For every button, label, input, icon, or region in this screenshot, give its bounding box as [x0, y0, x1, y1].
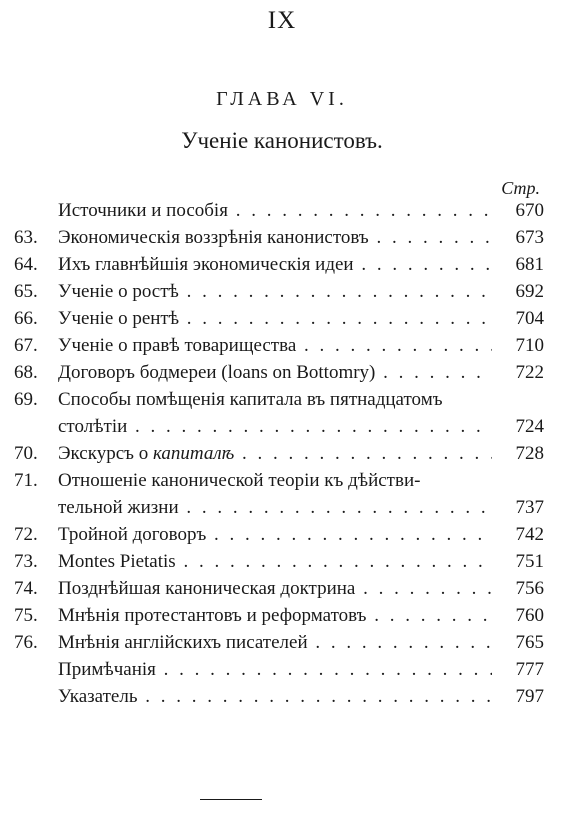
entry-page: 710: [515, 335, 544, 356]
entry-number: 72.: [14, 524, 38, 545]
entry-title: Ученіе о рентѣ . . .: [58, 305, 492, 332]
entry-title-continued: тельной жизни . . .: [58, 494, 492, 521]
end-rule: [200, 799, 262, 800]
toc-entry: [14, 359, 544, 386]
entry-page: 737: [515, 497, 544, 518]
entry-page: 670: [515, 200, 544, 221]
entry-title-italic: капиталѣ: [152, 443, 235, 464]
entry-page: 728: [515, 443, 544, 464]
entry-title: Ихъ главнѣйшія экономическія идеи . . .: [58, 251, 492, 278]
toc-entry: [14, 440, 544, 467]
entry-title: Тройной договоръ . . .: [58, 521, 492, 548]
chapter-title: ГЛАВА VI.: [216, 88, 348, 110]
entry-title: [58, 440, 492, 467]
entry-number: 69.: [14, 389, 38, 410]
entry-title: Указатель . . .: [58, 683, 492, 710]
toc-entry: [14, 224, 544, 251]
entry-number: 63.: [14, 227, 38, 248]
toc-entry: [14, 683, 544, 710]
entry-page: 756: [515, 578, 544, 599]
entry-title: Позднѣйшая каноническая доктрина . . .: [58, 575, 492, 602]
page-column-header: Стр.: [501, 178, 540, 198]
entry-number: 76.: [14, 632, 38, 653]
entry-page: 742: [515, 524, 544, 545]
entry-number: 74.: [14, 578, 38, 599]
entry-title: Ученіе о правѣ товарищества . . .: [58, 332, 492, 359]
toc-entry: [14, 656, 544, 683]
entry-title: Ученіе о ростѣ . . .: [58, 278, 492, 305]
entry-number: 75.: [14, 605, 38, 626]
toc-entry: [14, 386, 544, 440]
entry-number: 65.: [14, 281, 38, 302]
entry-title: Договоръ бодмереи (loans on Bottomry) . . .: [58, 359, 492, 386]
entry-number: 73.: [14, 551, 38, 572]
entry-title: Мнѣнія протестантовъ и реформатовъ . . .: [58, 602, 492, 629]
entry-number: 71.: [14, 470, 38, 491]
entry-title-continued: столѣтіи . . .: [58, 413, 492, 440]
toc-entry: [14, 548, 544, 575]
entry-title: Источники и пособія . . .: [58, 197, 492, 224]
page-number: IX: [267, 7, 297, 34]
toc-entry: [14, 575, 544, 602]
toc-entry: [14, 278, 544, 305]
entry-page: 797: [515, 686, 544, 707]
entry-number: 67.: [14, 335, 38, 356]
entry-page: 704: [515, 308, 544, 329]
toc-entry: [14, 251, 544, 278]
toc-entry: [14, 467, 544, 521]
entry-title: Способы помѣщенія капитала въ пятнадцатомъ: [58, 389, 443, 410]
entry-title-text: Экскурсъ о: [58, 443, 149, 464]
toc-entry: [14, 629, 544, 656]
entry-page: 777: [515, 659, 544, 680]
entry-page: 692: [515, 281, 544, 302]
entry-page: 681: [515, 254, 544, 275]
entry-title: Отношеніе канонической теоріи къ дѣйстви-: [58, 470, 421, 491]
entry-page: 765: [515, 632, 544, 653]
toc-entry: [14, 521, 544, 548]
entry-title: Мнѣнія англійскихъ писателей . . .: [58, 629, 492, 656]
chapter-subtitle: Ученіе канонистовъ.: [181, 128, 383, 153]
entry-number: 64.: [14, 254, 38, 275]
entry-page: 751: [515, 551, 544, 572]
entry-page: 724: [515, 416, 544, 437]
toc-entry: [14, 197, 544, 224]
entry-title: Экономическія воззрѣнія канонистовъ . . .: [58, 224, 492, 251]
entry-title: Примѣчанія . . .: [58, 656, 492, 683]
table-of-contents: [14, 197, 544, 710]
toc-entry: [14, 602, 544, 629]
entry-number: 66.: [14, 308, 38, 329]
toc-entry: [14, 305, 544, 332]
entry-page: 760: [515, 605, 544, 626]
entry-number: 68.: [14, 362, 38, 383]
entry-title: Montes Pietatis . . .: [58, 548, 492, 575]
entry-number: 70.: [14, 443, 38, 464]
toc-entry: [14, 332, 544, 359]
entry-page: 722: [515, 362, 544, 383]
entry-page: 673: [515, 227, 544, 248]
